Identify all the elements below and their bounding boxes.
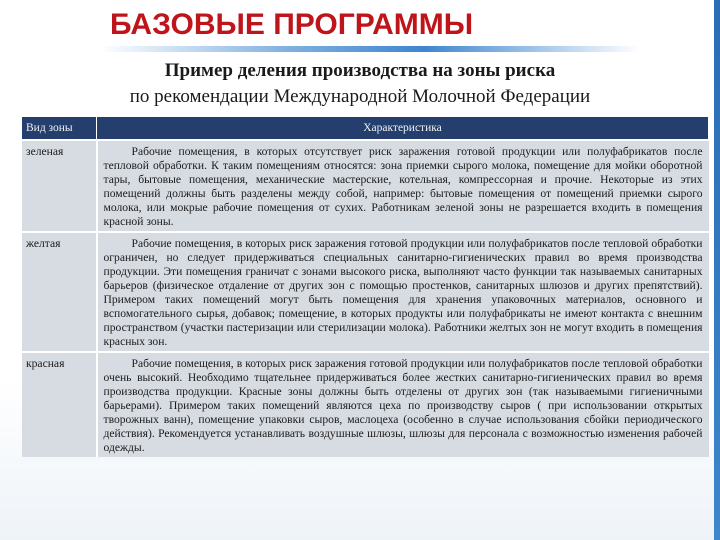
subtitle-line-2: по рекомендации Международной Молочной Федерации — [129, 86, 591, 107]
column-header-zone: Вид зоны — [22, 117, 97, 140]
title-underline — [100, 46, 640, 52]
subtitle-line-1: Пример деления производства на зоны риска — [164, 60, 556, 81]
zone-name-cell: красная — [22, 352, 97, 457]
risk-zones-table — [22, 117, 709, 457]
zone-description-cell: Рабочие помещения, в которых риск заражения готовой продукции или полуфабрикатов после тепловой обработки ограничен, но следует придерживаться специальных санитарно-гигиенических правил во время производства продукции. Эти помещения граничат с зонами высокого риска, выполняют часто функции так называемых санитарных барьеров (физическое отдаление от других зон с помощью простенков, санитарных шлюзов и других препятствий). Примером таких помещений могут быть помещения для хранения упаковочных материалов, основного и вспомогательного сырья, добавок; помещение, в которых продукты или полуфабрикаты не имеют контакта с внешним пространством (участки пастеризации или стерилизации молока). Работники желтых зон не могут входить в помещения красных зон. — [97, 232, 709, 352]
zone-name-cell: зеленая — [22, 140, 97, 232]
table-row-red — [22, 352, 709, 457]
zone-description-cell: Рабочие помещения, в которых отсутствует риск заражения готовой продукции или полуфабрикатов после тепловой обработки. К таким помещениям относятся: зона приемки сырого молока, помещение для мойки оборотной тары, бытовые помещения, механические мастерские, котельная, компрессорная и прочие. Некоторые из этих помещений должны быть разделены между собой, например: бытовые помещения от помещений приемки сырого молока, или мокрые рабочие помещения от сухих. Работникам зеленой зоны не разрешается входить в помещения красной зоны. — [97, 140, 709, 232]
table-row-yellow — [22, 232, 709, 352]
table-row-green — [22, 140, 709, 232]
table-header-row — [22, 117, 709, 140]
column-header-description: Характеристика — [97, 117, 709, 140]
slide-title: БАЗОВЫЕ ПРОГРАММЫ — [110, 8, 474, 41]
zone-description-cell: Рабочие помещения, в которых риск заражения готовой продукции или полуфабрикатов после тепловой обработки очень высокий. Необходимо тщательнее придерживаться более жестких санитарно-гигиенических правил во время производства продукции. Красные зоны должны быть отделены от других зон (так называемыми гигиеничными барьерами). Примером таких помещений являются цеха по производству сыров ( при использовании открытых творожных ванн), помещение упаковки сыров, маслоцеха (особенно в случае использования сбойки периодического действия). Рекомендуется устанавливать воздушные шлюзы, шлюзы для персонала с возможностью изменения рабочей одежды. — [97, 352, 709, 457]
zone-name-cell: желтая — [22, 232, 97, 352]
